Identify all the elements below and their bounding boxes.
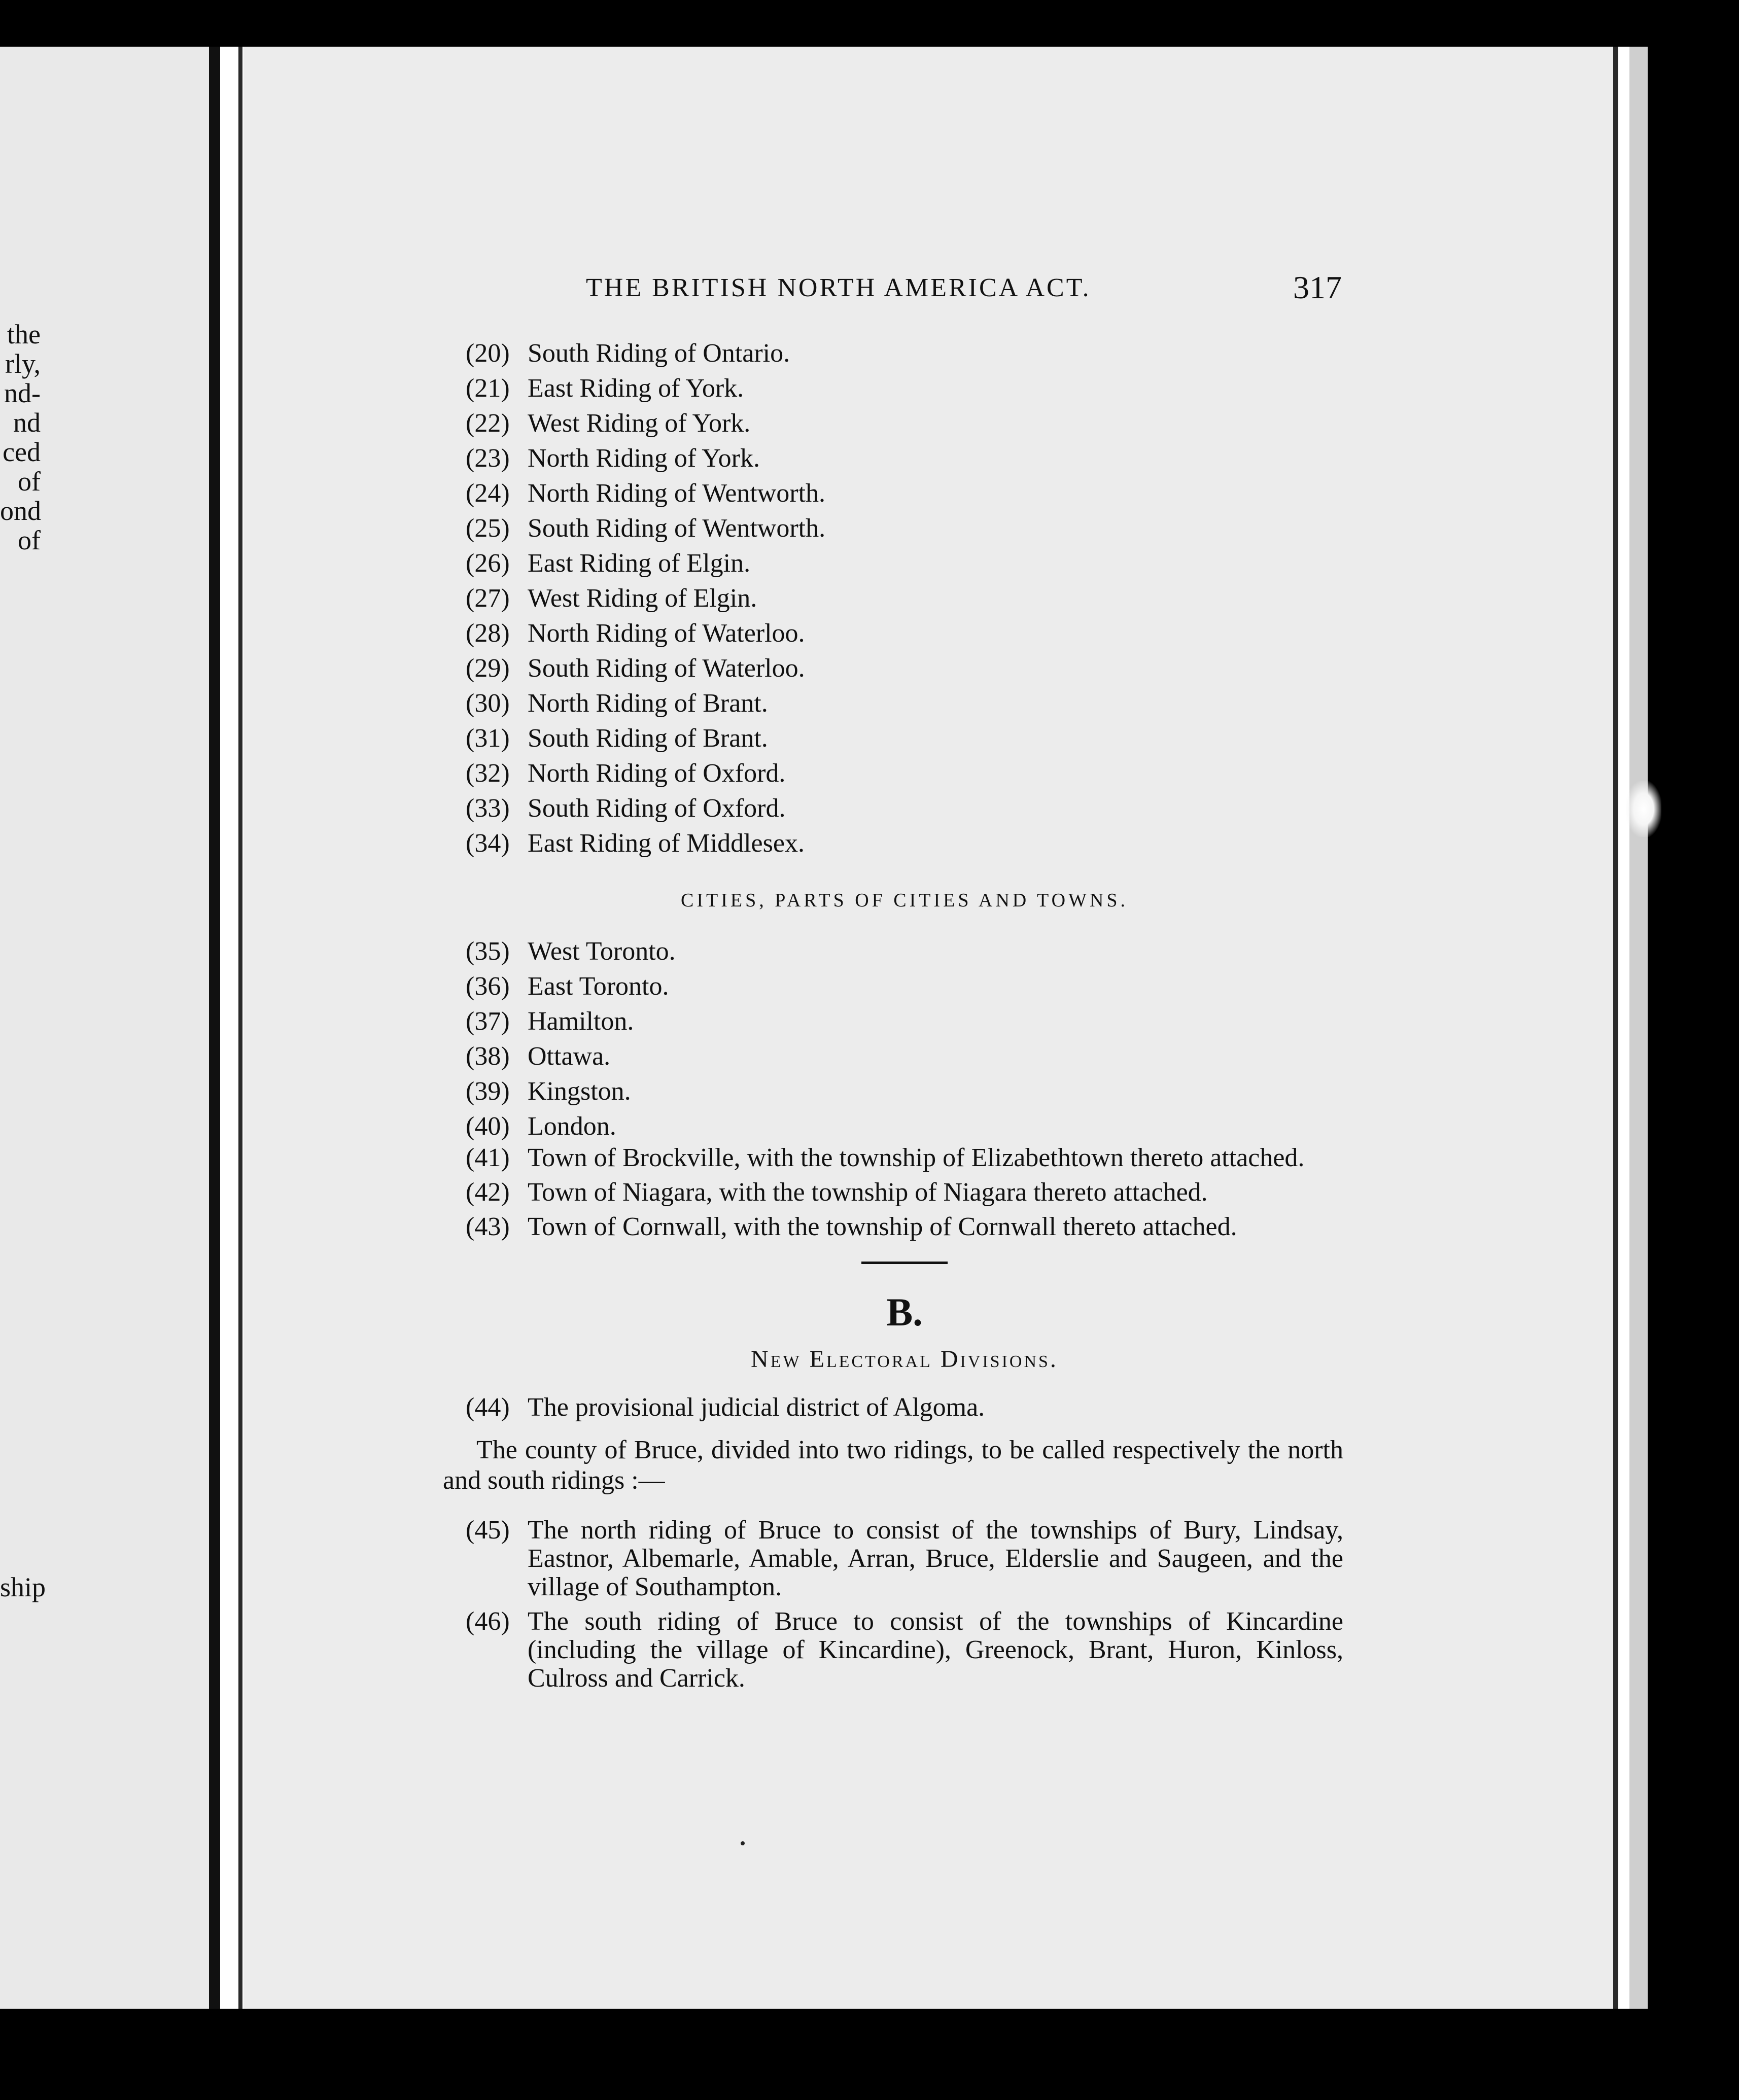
section-letter: B.	[886, 1290, 923, 1334]
item-text: North Riding of York.	[528, 444, 760, 473]
list-item	[466, 1109, 1343, 1144]
item-text: South Riding of Ontario.	[528, 339, 790, 368]
left-page-line-endings	[0, 320, 41, 555]
item-text: Town of Brockville, with the township of Elizabethtown thereto attached.	[528, 1143, 1305, 1172]
item-number: (39)	[466, 1077, 510, 1106]
item-text: South Riding of Wentworth.	[528, 514, 826, 543]
left-line: of	[18, 525, 41, 555]
page-header	[586, 269, 1342, 309]
item-number: (20)	[466, 339, 510, 368]
binding-edge-left	[209, 47, 220, 2009]
left-line: ond	[0, 496, 41, 526]
item-text: West Toronto.	[528, 937, 676, 966]
list-item	[466, 651, 1343, 686]
item-text: Town of Cornwall, with the township of Cornwall thereto attached.	[528, 1212, 1237, 1241]
section-divider	[861, 1262, 948, 1264]
item-number: (32)	[466, 759, 510, 788]
item-number: (26)	[466, 549, 510, 578]
left-line: rly,	[5, 348, 41, 379]
item-text: East Riding of Elgin.	[528, 549, 751, 578]
cities-heading: CITIES, PARTS OF CITIES AND TOWNS.	[681, 890, 1128, 911]
item-number: (25)	[466, 514, 510, 543]
item-text: Ottawa.	[528, 1042, 611, 1071]
left-line: nd	[13, 407, 41, 438]
print-speck	[741, 1841, 745, 1845]
item-text: East Toronto.	[528, 972, 669, 1001]
item-number: (42)	[466, 1178, 510, 1207]
item-number: (35)	[466, 937, 510, 966]
item-text: Kingston.	[528, 1077, 631, 1106]
list-item	[466, 616, 1343, 651]
left-line: of	[18, 466, 41, 497]
item-text: The north riding of Bruce to consist of the townships of Bury, Lindsay, Eastnor, Albemarle, Amable, Arran, Bruce, Elderslie and Saugeen, and the village of Southampton.	[528, 1516, 1343, 1601]
list-item	[466, 686, 1343, 721]
list-item	[466, 969, 1343, 1004]
page-body	[443, 336, 1343, 1699]
item-text: West Riding of Elgin.	[528, 584, 757, 613]
left-line: ced	[3, 437, 41, 467]
list-item	[466, 1607, 1343, 1693]
scan-border-bottom	[0, 2009, 1739, 2100]
item-number: (22)	[466, 409, 510, 438]
item-number: (21)	[466, 374, 510, 403]
bruce-paragraph: The county of Bruce, divided into two ridings, to be called respectively the north and south ridings :—	[443, 1436, 1343, 1495]
item-text: Town of Niagara, with the township of Niagara thereto attached.	[528, 1178, 1208, 1207]
item-number: (38)	[466, 1042, 510, 1071]
binding-edge-inner	[238, 47, 242, 2009]
item-number: (27)	[466, 584, 510, 613]
list-item	[466, 826, 1343, 861]
item-number: (24)	[466, 479, 510, 508]
page-edge-strip	[1629, 47, 1648, 2009]
item-number: (23)	[466, 444, 510, 473]
item-text: North Riding of Oxford.	[528, 759, 786, 788]
section-heading: New Electoral Divisions.	[751, 1346, 1058, 1373]
item-number: (44)	[466, 1393, 510, 1422]
list-item	[466, 1144, 1343, 1172]
item-text: South Riding of Oxford.	[528, 794, 786, 823]
list-item	[466, 721, 1343, 756]
item-text: East Riding of Middlesex.	[528, 829, 805, 858]
list-item	[466, 1393, 1343, 1422]
list-item	[466, 1178, 1343, 1207]
item-text: The south riding of Bruce to consist of the townships of Kincardine (including the village of Kincardine), Greenock, Brant, Huron, Kinloss, Culross and Carrick.	[528, 1607, 1343, 1693]
item-number: (43)	[466, 1212, 510, 1241]
item-number: (29)	[466, 654, 510, 683]
list-item	[466, 756, 1343, 791]
list-item	[466, 1074, 1343, 1109]
item-number: (30)	[466, 689, 510, 718]
item-number: (34)	[466, 829, 510, 858]
item-number: (46)	[466, 1607, 510, 1636]
page-number: 317	[1293, 269, 1342, 305]
list-item	[466, 581, 1343, 616]
item-text: East Riding of York.	[528, 374, 744, 403]
item-number: (45)	[466, 1516, 510, 1545]
list-item	[466, 371, 1343, 406]
item-number: (33)	[466, 794, 510, 823]
list-item	[466, 511, 1343, 546]
list-item	[466, 934, 1343, 969]
scan-glare	[1626, 781, 1661, 837]
item-number: (28)	[466, 619, 510, 648]
item-text: West Riding of York.	[528, 409, 751, 438]
page-edge-right	[1613, 47, 1618, 2009]
item-number: (36)	[466, 972, 510, 1001]
left-line: the	[7, 319, 41, 349]
list-item	[466, 441, 1343, 476]
list-item	[466, 791, 1343, 826]
item-text: North Riding of Waterloo.	[528, 619, 805, 648]
scan-border-right	[1648, 0, 1739, 2100]
left-page-fragment: ship	[0, 1572, 46, 1602]
list-item	[466, 406, 1343, 441]
item-number: (41)	[466, 1143, 510, 1172]
item-text: North Riding of Wentworth.	[528, 479, 826, 508]
running-head: THE BRITISH NORTH AMERICA ACT.	[586, 273, 1091, 302]
item-number: (31)	[466, 724, 510, 753]
scan-border-top	[0, 0, 1739, 47]
list-item	[466, 1213, 1343, 1241]
list-item	[466, 336, 1343, 371]
left-line: nd-	[4, 378, 41, 408]
item-number: (40)	[466, 1112, 510, 1141]
item-text: South Riding of Brant.	[528, 724, 768, 753]
ridings-list	[466, 336, 1343, 861]
list-item	[466, 1004, 1343, 1039]
item-number: (37)	[466, 1007, 510, 1036]
cities-list	[466, 934, 1343, 1144]
item-text: The provisional judicial district of Algoma.	[528, 1393, 985, 1422]
item-text: South Riding of Waterloo.	[528, 654, 805, 683]
towns-list	[466, 1144, 1343, 1241]
list-item	[466, 1039, 1343, 1074]
list-item	[466, 476, 1343, 511]
item-text: London.	[528, 1112, 616, 1141]
list-item	[466, 1516, 1343, 1601]
list-item	[466, 546, 1343, 581]
item-text: North Riding of Brant.	[528, 689, 768, 718]
item-text: Hamilton.	[528, 1007, 634, 1036]
